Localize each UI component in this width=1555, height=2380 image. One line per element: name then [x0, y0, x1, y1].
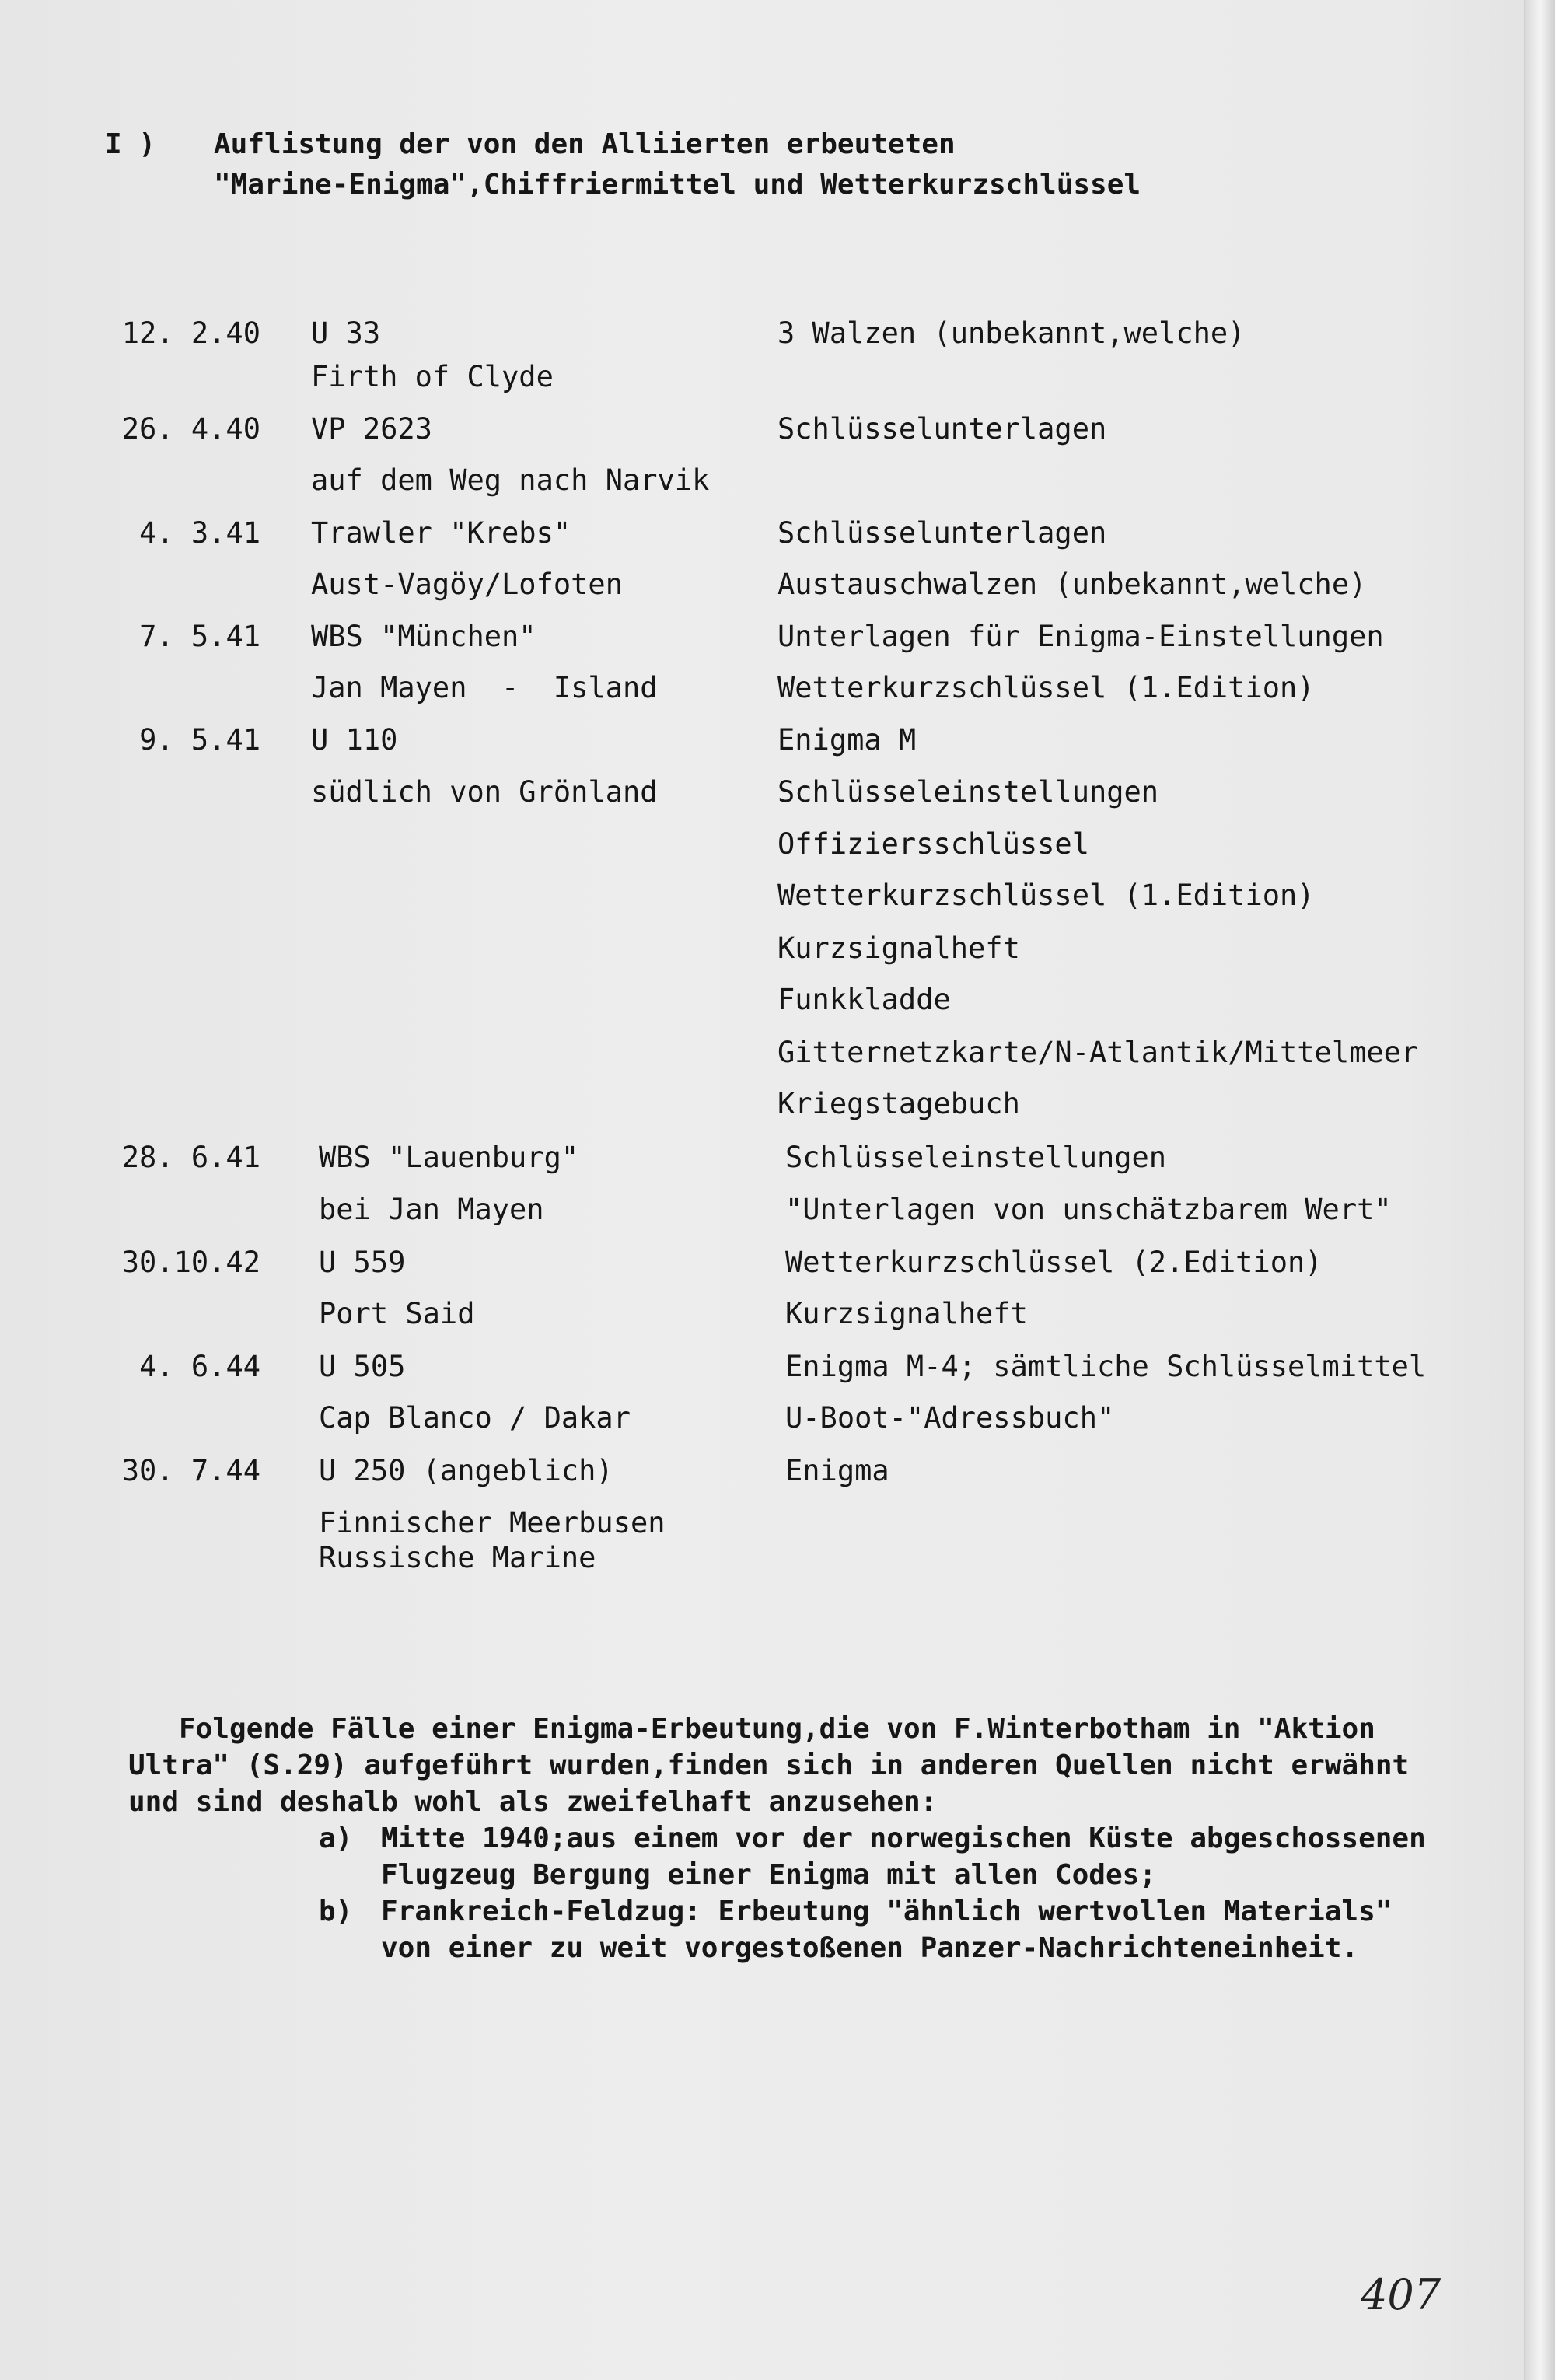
row-captured-item: Enigma M: [778, 723, 917, 757]
row-vessel: Trawler "Krebs": [311, 516, 571, 550]
row-date: 30. 7.44: [121, 1454, 260, 1487]
row-date: 28. 6.41: [121, 1141, 260, 1174]
row-date: 4. 3.41: [139, 516, 260, 550]
row-captured-item: Kurzsignalheft: [778, 931, 1020, 965]
list-line: von einer zu weit vorgestoßenen Panzer-Nachrichteneinheit.: [381, 1932, 1359, 1964]
row-vessel: WBS "Lauenburg": [319, 1141, 579, 1174]
row-captured-item: Wetterkurzschlüssel (1.Edition): [778, 671, 1315, 704]
row-captured-item: 3 Walzen (unbekannt,welche): [778, 316, 1246, 350]
row-captured-item: Austauschwalzen (unbekannt,welche): [778, 568, 1367, 601]
row-vessel: U 250 (angeblich): [319, 1454, 613, 1487]
row-vessel: U 33: [311, 316, 381, 350]
list-line: Flugzeug Bergung einer Enigma mit allen Codes;: [381, 1859, 1156, 1891]
paragraph-line: Folgende Fälle einer Enigma-Erbeutung,die von F.Winterbotham in "Aktion: [179, 1713, 1375, 1745]
row-vessel: Cap Blanco / Dakar: [319, 1401, 631, 1435]
row-vessel: U 559: [319, 1246, 406, 1279]
heading-line-1: Auflistung der von den Alliierten erbeuteten: [214, 128, 956, 160]
row-vessel: Aust-Vagöy/Lofoten: [311, 568, 623, 601]
list-item-a: [319, 1820, 1466, 1893]
row-captured-item: Offiziersschlüssel: [778, 827, 1089, 861]
row-captured-item: U-Boot-"Adressbuch": [785, 1401, 1115, 1435]
row-vessel: Port Said: [319, 1297, 475, 1330]
page-edge: [1524, 0, 1555, 2380]
list-item-b: [319, 1893, 1466, 1966]
row-captured-item: Wetterkurzschlüssel (2.Edition): [785, 1246, 1323, 1279]
row-captured-item: Schlüsselunterlagen: [778, 516, 1107, 550]
section-number: I ): [105, 128, 156, 160]
row-vessel: Firth of Clyde: [311, 360, 554, 393]
row-captured-item: Schlüsseleinstellungen: [778, 775, 1159, 809]
note-paragraph: [128, 1711, 1466, 1966]
row-captured-item: Enigma: [785, 1454, 889, 1487]
row-vessel: bei Jan Mayen: [319, 1193, 544, 1226]
row-vessel: Finnischer Meerbusen: [319, 1506, 666, 1539]
row-captured-item: Enigma M-4; sämtliche Schlüsselmittel: [785, 1350, 1427, 1383]
row-vessel: U 505: [319, 1350, 406, 1383]
row-captured-item: Wetterkurzschlüssel (1.Edition): [778, 879, 1315, 912]
row-vessel: Russische Marine: [319, 1541, 596, 1574]
paragraph-line: Ultra" (S.29) aufgeführt wurden,finden sich in anderen Quellen nicht erwähnt: [128, 1749, 1410, 1781]
row-date: 7. 5.41: [139, 620, 260, 653]
row-date: 12. 2.40: [121, 316, 260, 350]
paragraph-line: und sind deshalb wohl als zweifelhaft anzusehen:: [128, 1786, 938, 1818]
section-heading: [105, 124, 1141, 205]
list-label: b): [319, 1896, 353, 1927]
page-number: 407: [1361, 2270, 1441, 2319]
row-captured-item: "Unterlagen von unschätzbarem Wert": [785, 1193, 1392, 1226]
row-captured-item: Unterlagen für Enigma-Einstellungen: [778, 620, 1384, 653]
heading-line-2: "Marine-Enigma",Chiffriermittel und Wetterkurzschlüssel: [214, 169, 1141, 201]
row-date: 4. 6.44: [139, 1350, 260, 1383]
row-vessel: U 110: [311, 723, 398, 757]
list-line: Mitte 1940;aus einem vor der norwegischen Küste abgeschossenen: [381, 1823, 1426, 1854]
row-captured-item: Schlüsseleinstellungen: [785, 1141, 1167, 1174]
row-vessel: WBS "München": [311, 620, 536, 653]
row-captured-item: Schlüsselunterlagen: [778, 412, 1107, 446]
row-captured-item: Gitternetzkarte/N-Atlantik/Mittelmeer: [778, 1036, 1419, 1069]
list-label: a): [319, 1823, 353, 1854]
row-captured-item: Kriegstagebuch: [778, 1087, 1020, 1120]
row-vessel: Jan Mayen - Island: [311, 671, 658, 704]
row-vessel: auf dem Weg nach Narvik: [311, 463, 710, 497]
row-captured-item: Funkkladde: [778, 983, 951, 1016]
row-date: 9. 5.41: [139, 723, 260, 757]
row-captured-item: Kurzsignalheft: [785, 1297, 1028, 1330]
row-vessel: VP 2623: [311, 412, 432, 446]
row-date: 30.10.42: [121, 1246, 260, 1279]
row-date: 26. 4.40: [121, 412, 260, 446]
row-vessel: südlich von Grönland: [311, 775, 658, 809]
list-line: Frankreich-Feldzug: Erbeutung "ähnlich wertvollen Materials": [381, 1896, 1393, 1927]
